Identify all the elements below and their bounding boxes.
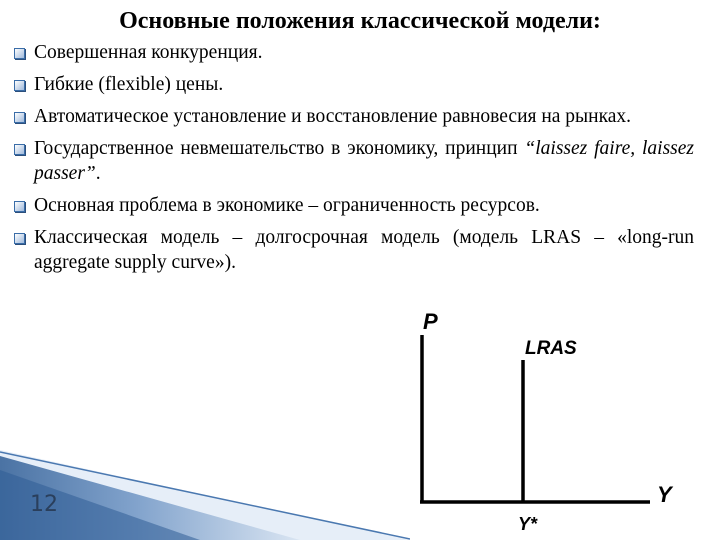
bullet-text: Государственное невмешательство в экономику, принцип — [34, 138, 525, 159]
checkbox-bullet-icon — [14, 144, 25, 155]
y-axis-label: P — [423, 309, 438, 334]
bullet-item — [14, 72, 694, 97]
bullet-item — [14, 193, 694, 218]
slide-number: 12 — [30, 492, 58, 517]
bullet-item — [14, 225, 694, 275]
bullet-text: Основная проблема в экономике – ограниченность ресурсов. — [34, 195, 540, 216]
bullet-item — [14, 40, 694, 65]
bullet-text: Классическая модель – долгосрочная модель (модель LRAS – «long-run aggregate supply curve»). — [34, 227, 694, 273]
bullet-text-end: . — [95, 163, 101, 184]
x-tick-label: Y* — [518, 514, 538, 534]
bullet-text: Совершенная конкуренция. — [34, 42, 263, 63]
bullet-item — [14, 136, 694, 186]
bullet-list — [14, 40, 694, 282]
bullet-item — [14, 104, 694, 129]
bullet-italic-text: “laissez faire, laissez passer” — [34, 138, 694, 184]
bullet-text: Гибкие (flexible) цены. — [34, 74, 224, 95]
checkbox-bullet-icon — [14, 112, 25, 123]
slide-title: Основные положения классической модели: — [119, 8, 601, 34]
checkbox-bullet-icon — [14, 80, 25, 91]
checkbox-bullet-icon — [14, 233, 25, 244]
lras-chart — [395, 305, 695, 540]
bullet-text: Автоматическое установление и восстановление равновесия на рынках. — [34, 106, 632, 127]
series-label-lras: LRAS — [525, 338, 577, 359]
checkbox-bullet-icon — [14, 201, 25, 212]
x-axis-label: Y — [657, 482, 672, 507]
decorative-wave — [0, 440, 410, 540]
checkbox-bullet-icon — [14, 48, 25, 59]
